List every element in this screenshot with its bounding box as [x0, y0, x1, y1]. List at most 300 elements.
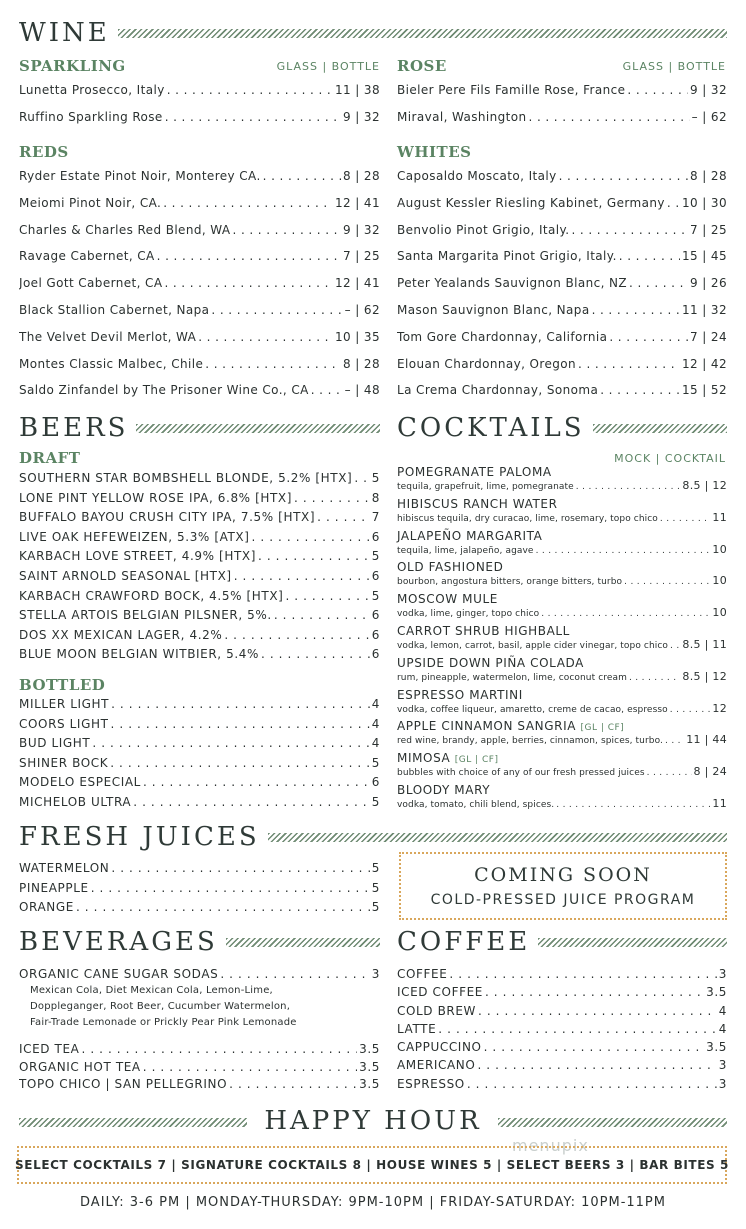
draft-beer-item-row	[19, 647, 380, 667]
beverage-item-price: 3.5	[359, 1059, 380, 1074]
cocktail-item	[397, 529, 727, 561]
leader-dots	[665, 736, 684, 746]
bottled-beer-item-name: MICHELOB ULTRA	[19, 794, 132, 809]
bottled-beer-item-name: BUD LIGHT	[19, 736, 91, 751]
cocktail-name: OLD FASHIONED	[397, 560, 504, 575]
draft-beer-item-name: BLUE MOON BELGIAN WITBIER, 5.4%	[19, 647, 260, 662]
rose-item-row	[397, 83, 727, 110]
cocktail-price: 11 | 44	[686, 733, 727, 747]
cocktail-description: bourbon, angostura bitters, orange bitters, turbo	[397, 577, 623, 588]
draft-beer-item-row	[19, 510, 380, 530]
red-wine-item-row	[19, 196, 380, 223]
happy-hour-hatch-left	[19, 1118, 247, 1127]
red-wine-item-price: 8 | 28	[343, 169, 380, 183]
cocktail-description: rum, pineapple, watermelon, lime, coconut cream	[397, 672, 627, 683]
coffee-item-name: LATTE	[397, 1021, 437, 1036]
coffee-title	[397, 927, 727, 957]
leader-dots	[167, 83, 333, 97]
leader-dots	[110, 756, 370, 770]
white-wine-item-price: 9 | 26	[690, 276, 727, 291]
juices-list	[19, 861, 380, 920]
beverage-item-price: 3.5	[359, 1077, 380, 1091]
leader-dots	[667, 196, 680, 210]
leader-dots	[143, 1060, 357, 1074]
leader-dots	[660, 514, 710, 524]
coffee-item-row	[397, 1040, 727, 1058]
cocktail-name-line	[397, 529, 727, 543]
cocktail-name: UPSIDE DOWN PIÑA COLADA	[397, 655, 584, 670]
leader-dots	[143, 775, 370, 789]
coffee-item-price: 3	[718, 1076, 727, 1091]
cocktail-price: 10	[712, 574, 727, 588]
cocktail-item	[397, 783, 727, 815]
cocktails-title	[397, 413, 727, 443]
sparkling-item-name: Lunetta Prosecco, Italy	[19, 83, 165, 97]
red-wine-item-price: 8 | 28	[343, 356, 380, 371]
draft-beer-item-price: 6	[371, 529, 380, 544]
wine-title-text: WINE	[19, 18, 110, 48]
white-wine-item-price: 7 | 24	[690, 329, 727, 344]
white-wine-item-row	[397, 223, 727, 250]
red-wine-item-name: Meiomi Pinot Noir, CA.	[19, 195, 162, 210]
leader-dots	[285, 589, 369, 603]
cocktail-detail-row	[397, 479, 727, 492]
wine-title	[19, 18, 727, 48]
red-wine-item-name: Ryder Estate Pinot Noir, Monterey CA.	[19, 169, 261, 183]
red-wine-item-price: 12 | 41	[334, 276, 380, 291]
red-wine-item-name: The Velvet Devil Merlot, WA	[19, 329, 197, 344]
bottled-beer-item-row	[19, 717, 380, 737]
cocktail-name-line	[397, 688, 727, 702]
juices-title	[19, 822, 727, 852]
leader-dots	[578, 357, 680, 371]
bottled-beer-item-price: 4	[371, 697, 380, 711]
leader-dots	[234, 569, 370, 583]
coffee-item-price: 3.5	[706, 985, 727, 1000]
cocktail-item	[397, 688, 727, 720]
cocktail-item	[397, 719, 727, 751]
draft-beer-item-row	[19, 569, 380, 589]
cocktail-description: hibiscus tequila, dry curacao, lime, rosemary, topo chico	[397, 513, 658, 524]
cocktail-price: 10	[712, 606, 727, 620]
coffee-item-name: COLD BREW	[397, 1003, 476, 1018]
cocktail-detail-row	[397, 702, 727, 715]
leader-dots	[576, 482, 681, 492]
leader-dots	[163, 196, 333, 210]
draft-beer-item-price: 6	[371, 608, 380, 623]
beverage-item-price: 3.5	[359, 1042, 380, 1056]
beers-title-hatch	[136, 424, 380, 433]
leader-dots	[258, 549, 370, 563]
draft-beer-item-name: LIVE OAK HEFEWEIZEN, 5.3% [ATX]	[19, 529, 250, 544]
leader-dots	[133, 795, 370, 809]
cocktail-name-line	[397, 592, 727, 606]
leader-dots	[529, 110, 690, 124]
red-wine-item-price: – | 48	[344, 383, 380, 398]
coffee-item-name: CAPPUCCINO	[397, 1040, 482, 1055]
cocktail-price: 8.5 | 11	[682, 637, 727, 651]
sodas-item	[19, 967, 380, 1031]
beverage-item-row	[19, 1060, 380, 1078]
bottled-beer-item-row	[19, 795, 380, 815]
cocktail-name: POMEGRANATE PALOMA	[397, 465, 552, 479]
draft-beer-item-price: 5	[371, 471, 380, 485]
cocktail-price: 11	[712, 510, 727, 524]
juice-item-row	[19, 881, 380, 901]
leader-dots	[157, 249, 341, 263]
juice-item-price: 5	[371, 880, 380, 895]
beers-title-text: BEERS	[19, 413, 129, 443]
sparkling-col-header: GLASS | BOTTLE	[276, 60, 380, 73]
bottled-beer-item-price: 4	[371, 716, 380, 731]
white-wine-item-price: 7 | 25	[690, 222, 727, 237]
leader-dots	[198, 330, 333, 344]
coffee-item-price: 3.5	[706, 1040, 727, 1055]
coffee-item-row	[397, 1022, 727, 1040]
red-wine-item-price: 12 | 41	[334, 195, 380, 210]
leader-dots	[274, 608, 370, 622]
leader-dots	[600, 383, 680, 397]
sodas-row	[19, 967, 380, 981]
red-wine-item-row	[19, 169, 380, 196]
red-wine-item-name: Charles & Charles Red Blend, WA	[19, 222, 231, 237]
coffee-item-row	[397, 1058, 727, 1076]
bottled-beer-item-name: SHINER BOCK	[19, 755, 109, 770]
leader-dots	[233, 223, 342, 237]
coffee-item-row	[397, 985, 727, 1003]
beers-title	[19, 413, 380, 443]
red-wine-item-row	[19, 223, 380, 250]
cocktail-detail-row	[397, 670, 727, 683]
sodas-price: 3	[371, 967, 380, 981]
red-wine-item-row	[19, 383, 380, 410]
red-wine-item-row	[19, 330, 380, 357]
leader-dots	[449, 967, 716, 981]
leader-dots	[164, 276, 333, 290]
bottled-beer-item-row	[19, 756, 380, 776]
draft-beer-item-price: 6	[371, 647, 380, 662]
leader-dots	[165, 110, 341, 124]
rose-list	[397, 83, 727, 137]
leader-dots	[629, 673, 680, 683]
draft-beer-item-name: KARBACH CRAWFORD BOCK, 4.5% [HTX]	[19, 588, 284, 603]
rose-item-name: Miraval, Washington	[397, 110, 527, 124]
cocktail-price: 8.5 | 12	[682, 479, 727, 492]
sparkling-item-row	[19, 83, 380, 110]
white-wine-item-price: 15 | 52	[681, 383, 727, 398]
beverage-item-name: ICED TEA	[19, 1042, 80, 1056]
cocktail-detail-row	[397, 606, 727, 619]
cocktail-item	[397, 624, 727, 656]
leader-dots	[261, 647, 370, 661]
beverage-item-name: ORGANIC HOT TEA	[19, 1059, 141, 1074]
draft-beer-item-row	[19, 589, 380, 609]
red-wine-item-name: Black Stallion Cabernet, Napa	[19, 302, 210, 317]
juice-item-row	[19, 900, 380, 920]
rose-label: ROSE	[397, 57, 447, 75]
red-wine-item-price: 7 | 25	[343, 249, 380, 264]
leader-dots	[81, 1042, 357, 1056]
cocktail-tag: [GL | CF]	[454, 755, 499, 766]
cocktails-list	[397, 465, 727, 815]
coming-soon-subtitle: COLD-PRESSED JUICE PROGRAM	[430, 892, 696, 908]
sparkling-item-price: 11 | 38	[334, 83, 380, 97]
cocktail-description: vodka, lemon, carrot, basil, apple cider vinegar, topo chico	[397, 640, 669, 651]
draft-beer-item-price: 6	[371, 627, 380, 642]
draft-beer-item-price: 6	[371, 568, 380, 583]
draft-beer-item-row	[19, 471, 380, 491]
leader-dots	[670, 705, 711, 715]
white-wine-item-name: Santa Margarita Pinot Grigio, Italy.	[397, 249, 617, 264]
bottled-beer-item-row	[19, 697, 380, 717]
cocktail-name-line	[397, 783, 727, 797]
cocktail-description: vodka, coffee liqueur, amaretto, creme de cacao, espresso	[397, 704, 668, 715]
coming-soon-title: COMING SOON	[474, 864, 652, 886]
coffee-item-name: ESPRESSO	[397, 1076, 465, 1091]
bottled-beer-item-price: 5	[371, 794, 380, 809]
white-wine-item-name: La Crema Chardonnay, Sonoma	[397, 383, 599, 398]
cocktail-name: CARROT SHRUB HIGHBALL	[397, 623, 570, 638]
sodas-name: ORGANIC CANE SUGAR SODAS	[19, 967, 219, 981]
cocktail-item	[397, 656, 727, 688]
juice-item-name: PINEAPPLE	[19, 880, 89, 895]
cocktail-name: JALAPEÑO MARGARITA	[397, 528, 543, 543]
coffee-item-name: AMERICANO	[397, 1058, 476, 1073]
draft-beer-item-name: SAINT ARNOLD SEASONAL [HTX]	[19, 568, 232, 583]
white-wine-item-row	[397, 169, 727, 196]
cocktail-price: 8.5 | 12	[682, 669, 727, 683]
leader-dots	[629, 276, 688, 290]
leader-dots	[354, 471, 369, 485]
bottled-beer-item-name: MODELO ESPECIAL	[19, 775, 141, 790]
white-wine-item-price: 11 | 32	[681, 302, 727, 317]
sparkling-item-price: 9 | 32	[343, 110, 380, 124]
cocktail-name-line	[397, 656, 727, 670]
draft-beer-item-name: DOS XX MEXICAN LAGER, 4.2%	[19, 627, 223, 642]
leader-dots	[224, 628, 369, 642]
sparkling-item-name: Ruffino Sparkling Rose	[19, 110, 163, 124]
beverage-item-row	[19, 1042, 380, 1060]
leader-dots	[592, 303, 680, 317]
juice-item-name: ORANGE	[19, 900, 74, 915]
coffee-list	[397, 967, 727, 1095]
draft-beer-item-row	[19, 549, 380, 569]
draft-beer-item-name: KARBACH LOVE STREET, 4.9% [HTX]	[19, 549, 256, 564]
coffee-item-name: COFFEE	[397, 967, 448, 981]
leader-dots	[211, 303, 342, 317]
cocktails-title-hatch	[593, 424, 727, 433]
red-wine-item-name: Montes Classic Malbec, Chile	[19, 356, 204, 371]
white-wine-item-row	[397, 249, 727, 276]
cocktail-name: HIBISCUS RANCH WATER	[397, 496, 558, 511]
leader-dots	[263, 169, 341, 183]
leader-dots	[624, 577, 710, 587]
sparkling-label: SPARKLING	[19, 57, 126, 75]
coffee-item-name: ICED COFFEE	[397, 985, 483, 1000]
bottled-beer-item-row	[19, 775, 380, 795]
cocktail-price: 10	[712, 542, 727, 556]
sparkling-list	[19, 83, 380, 137]
white-wine-item-name: Tom Gore Chardonnay, California	[397, 329, 608, 344]
cocktail-item	[397, 592, 727, 624]
cocktail-description: tequila, lime, jalapeño, agave	[397, 545, 534, 556]
sodas-flavor-line: Mexican Cola, Diet Mexican Cola, Lemon-Lime,	[30, 985, 273, 996]
white-wine-item-name: Elouan Chardonnay, Oregon	[397, 356, 577, 371]
leader-dots	[541, 609, 710, 619]
red-wine-item-price: 9 | 32	[343, 222, 380, 237]
happy-hour-title	[258, 1106, 488, 1136]
leader-dots	[252, 530, 370, 544]
white-wine-item-price: 8 | 28	[690, 169, 727, 183]
cocktail-detail-row	[397, 733, 727, 746]
whites-list	[397, 169, 727, 410]
cocktail-name: MOSCOW MULE	[397, 592, 498, 607]
cocktail-detail-row	[397, 511, 727, 524]
cocktail-detail-row	[397, 797, 727, 810]
rose-item-price: – | 62	[691, 110, 727, 124]
red-wine-item-row	[19, 357, 380, 384]
red-wine-item-name: Saldo Zinfandel by The Prisoner Wine Co., CA	[19, 383, 309, 398]
coffee-item-row	[397, 1077, 727, 1095]
cocktails-title-text: COCKTAILS	[397, 413, 585, 443]
leader-dots	[91, 881, 370, 895]
coffee-item-price: 4	[718, 1021, 727, 1036]
draft-beer-item-price: 5	[371, 588, 380, 603]
bottled-beer-item-price: 4	[371, 736, 380, 751]
happy-hour-deals-box	[17, 1146, 727, 1184]
happy-hour-times: DAILY: 3-6 PM | MONDAY-THURSDAY: 9PM-10PM | FRIDAY-SATURDAY: 10PM-11PM	[80, 1195, 666, 1210]
sparkling-item-row	[19, 110, 380, 137]
white-wine-item-name: Peter Yealands Sauvignon Blanc, NZ	[397, 276, 628, 291]
cocktail-item	[397, 560, 727, 592]
leader-dots	[294, 491, 370, 505]
juice-item-price: 5	[371, 861, 380, 875]
draft-list	[19, 471, 380, 667]
sodas-flavor-line: Doppleganger, Root Beer, Cucumber Watermelon,	[30, 1001, 291, 1012]
leader-dots	[536, 546, 711, 556]
cocktail-detail-row	[397, 543, 727, 556]
leader-dots	[627, 83, 688, 97]
leader-dots	[559, 169, 688, 183]
draft-beer-item-price: 7	[371, 510, 380, 525]
draft-beer-item-name: SOUTHERN STAR BOMBSHELL BLONDE, 5.2% [HTX]	[19, 471, 353, 485]
coffee-item-price: 4	[718, 1003, 727, 1018]
red-wine-item-row	[19, 303, 380, 330]
happy-hour-title-text: HAPPY HOUR	[264, 1106, 482, 1136]
happy-hour-deals: SELECT COCKTAILS 7 | SIGNATURE COCKTAILS 8 | HOUSE WINES 5 | SELECT BEERS 3 | BAR BITES 5	[15, 1158, 729, 1172]
leader-dots	[317, 510, 370, 524]
white-wine-item-price: 15 | 45	[681, 249, 727, 264]
cocktail-name: ESPRESSO MARTINI	[397, 687, 523, 702]
whites-label: WHITES	[397, 143, 472, 161]
cocktail-name-line	[397, 751, 727, 765]
beverages-list	[19, 1042, 380, 1095]
cocktail-name: MIMOSA	[397, 751, 451, 766]
white-wine-item-name: Benvolio Pinot Grigio, Italy.	[397, 222, 570, 237]
sodas-flavor-line: Fair-Trade Lemonade or Prickly Pear Pink Lemonade	[30, 1017, 297, 1028]
leader-dots	[477, 1058, 716, 1072]
beverages-title-text: BEVERAGES	[19, 927, 218, 957]
cocktail-detail-row	[397, 638, 727, 651]
juice-item-name: WATERMELON	[19, 861, 110, 875]
coffee-item-price: 3	[718, 1058, 727, 1073]
bottled-beer-item-name: COORS LIGHT	[19, 716, 109, 731]
coffee-title-hatch	[538, 938, 727, 947]
rose-col-header: GLASS | BOTTLE	[622, 60, 726, 73]
cocktail-name-line	[397, 560, 727, 574]
cocktail-price: 8 | 24	[693, 765, 727, 779]
leader-dots	[556, 800, 710, 810]
happy-hour-hatch-right	[498, 1118, 727, 1127]
white-wine-item-row	[397, 303, 727, 330]
draft-beer-item-row	[19, 628, 380, 648]
draft-beer-item-price: 8	[371, 490, 380, 505]
white-wine-item-row	[397, 357, 727, 384]
bottled-beer-item-price: 5	[371, 755, 380, 770]
coffee-item-row	[397, 967, 727, 985]
cocktail-name-line	[397, 465, 727, 479]
leader-dots	[485, 985, 704, 999]
leader-dots	[205, 357, 341, 371]
cocktail-description: tequila, grapefruit, lime, pomegranate	[397, 482, 574, 492]
white-wine-item-price: 12 | 42	[681, 356, 727, 371]
white-wine-item-price: 10 | 30	[681, 195, 727, 210]
bottled-list	[19, 697, 380, 815]
red-wine-item-price: – | 62	[344, 302, 380, 317]
red-wine-item-row	[19, 276, 380, 303]
juices-title-text: FRESH JUICES	[19, 822, 260, 852]
draft-beer-item-price: 5	[371, 549, 380, 564]
cocktail-name-line	[397, 719, 727, 733]
rose-item-price: 9 | 32	[690, 83, 727, 97]
leader-dots	[111, 697, 370, 711]
beverage-item-name: TOPO CHICO | SAN PELLEGRINO	[19, 1077, 228, 1091]
coffee-title-text: COFFEE	[397, 927, 531, 957]
rose-item-row	[397, 110, 727, 137]
sodas-flavors	[19, 983, 380, 1031]
cocktail-name: BLOODY MARY	[397, 782, 491, 797]
wine-title-hatch	[118, 29, 727, 38]
white-wine-item-row	[397, 276, 727, 303]
cocktail-item	[397, 465, 727, 497]
draft-beer-item-row	[19, 530, 380, 550]
draft-beer-item-name: STELLA ARTOIS BELGIAN PILSNER, 5%.	[19, 608, 272, 623]
leader-dots	[438, 1022, 716, 1036]
bottled-beer-item-name: MILLER LIGHT	[19, 697, 110, 711]
cocktail-description: bubbles with choice of any of our fresh pressed juices	[397, 768, 645, 779]
draft-beer-item-row	[19, 608, 380, 628]
cocktail-item	[397, 497, 727, 529]
white-wine-item-name: Mason Sauvignon Blanc, Napa	[397, 302, 590, 317]
draft-beer-item-name: BUFFALO BAYOU CRUSH CITY IPA, 7.5% [HTX]	[19, 510, 316, 525]
leader-dots	[609, 330, 688, 344]
cocktail-description: vodka, lime, ginger, topo chico	[397, 609, 540, 620]
beverage-item-row	[19, 1077, 380, 1095]
leader-dots	[670, 641, 680, 651]
leader-dots	[484, 1040, 705, 1054]
beverages-title	[19, 927, 380, 957]
red-wine-item-name: Ravage Cabernet, CA	[19, 249, 155, 264]
cocktail-price: 12	[712, 701, 727, 715]
cocktail-name-line	[397, 497, 727, 511]
juices-title-hatch	[268, 833, 727, 842]
leader-dots	[467, 1077, 717, 1091]
cocktail-tag: [GL | CF]	[580, 723, 625, 734]
juice-item-row	[19, 861, 380, 881]
menupix-watermark: menupix	[512, 1136, 589, 1155]
red-wine-item-name: Joel Gott Cabernet, CA	[19, 276, 163, 291]
cocktail-price: 11	[712, 796, 727, 810]
